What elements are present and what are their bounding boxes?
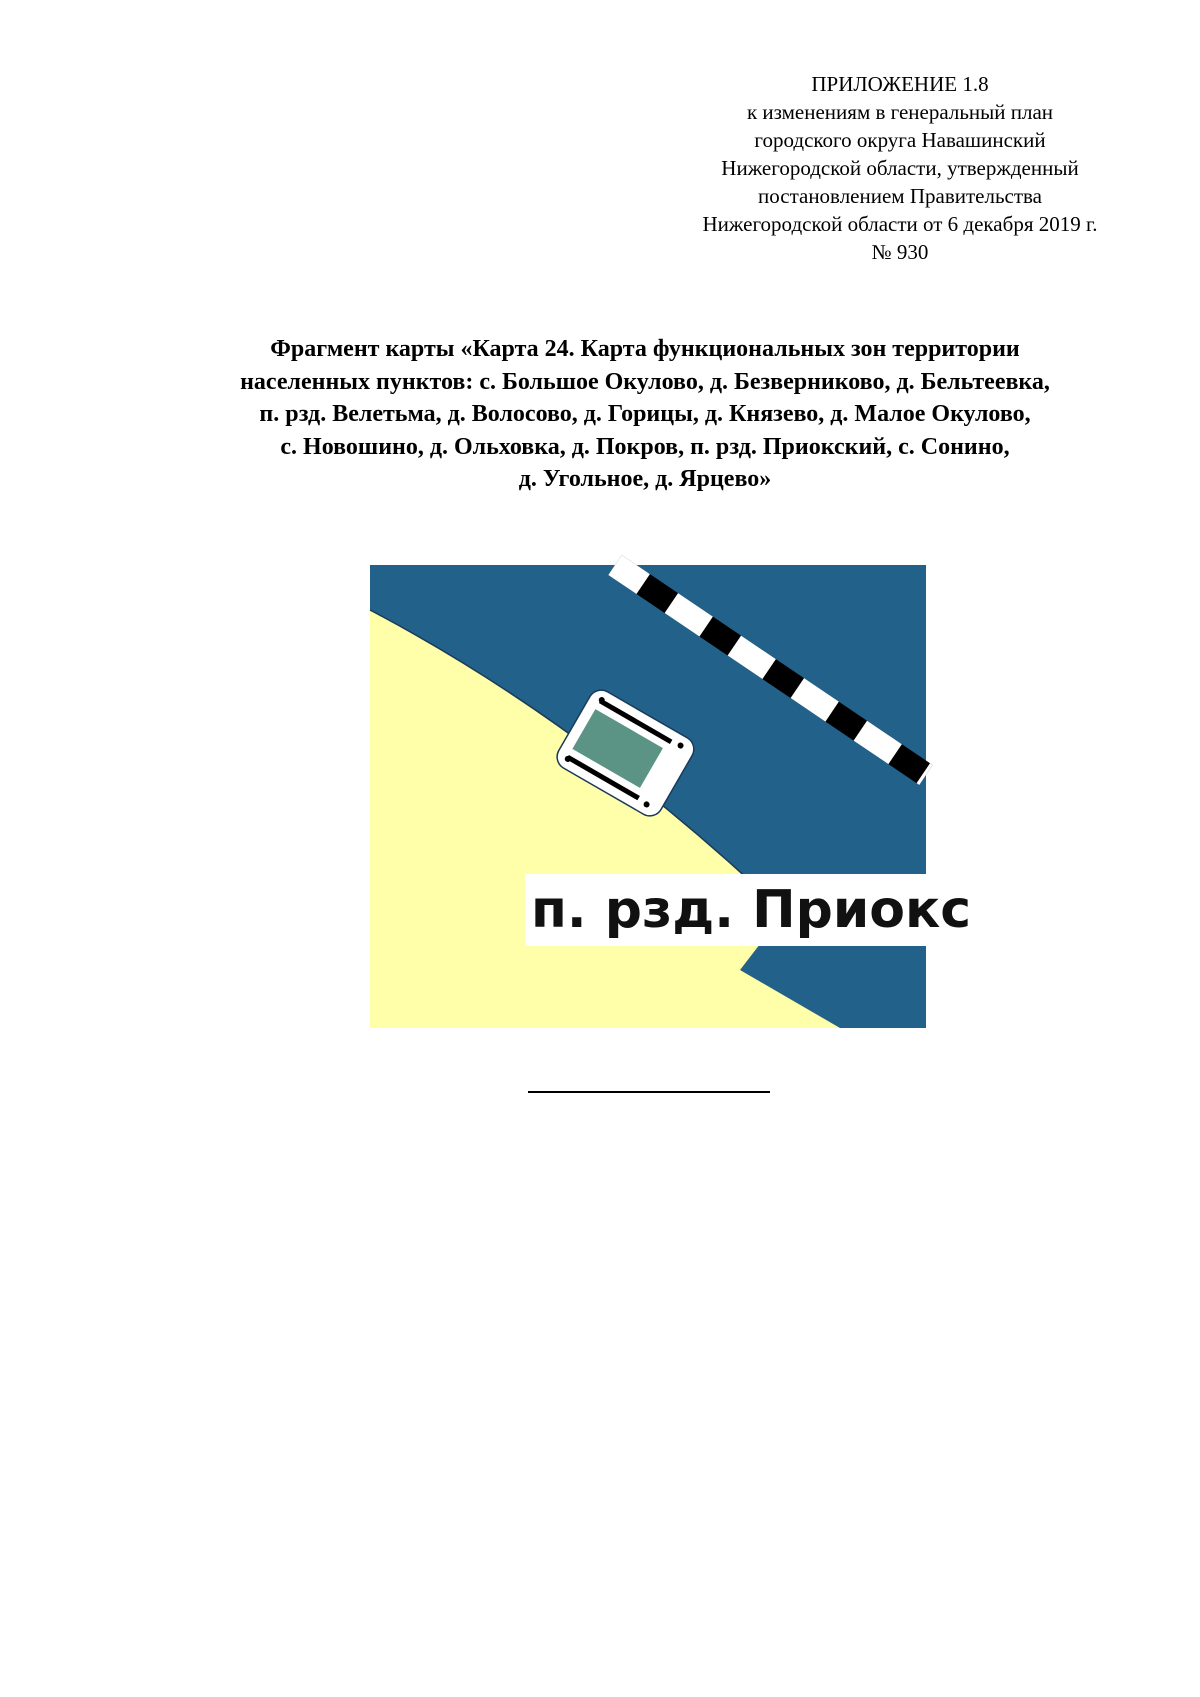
title-line: Фрагмент карты «Карта 24. Карта функциональных зон территории (270, 336, 1020, 362)
appendix-decree-number: № 930 (871, 240, 929, 264)
map-fragment (370, 565, 972, 1028)
appendix-header (655, 70, 1145, 266)
document-title (130, 333, 1160, 496)
end-divider (528, 1091, 770, 1093)
map-canvas (370, 565, 926, 1028)
title-line: п. рзд. Велетьма, д. Волосово, д. Горицы, д. Князево, д. Малое Окулово, (259, 401, 1031, 427)
appendix-line: к изменениям в генеральный план (746, 100, 1054, 124)
title-line: с. Новошино, д. Ольховка, д. Покров, п. рзд. Приокский, с. Сонино, (280, 433, 1010, 460)
title-line: д. Угольное, д. Ярцево» (518, 466, 772, 492)
appendix-number: ПРИЛОЖЕНИЕ 1.8 (811, 72, 989, 96)
title-line: населенных пунктов: с. Большое Окулово, д. Безверниково, д. Бельтеевка, (240, 368, 1050, 395)
appendix-line: Нижегородской области от 6 декабря 2019 г. (702, 212, 1098, 236)
appendix-line: Нижегородской области, утвержденный (721, 156, 1079, 180)
appendix-line: постановлением Правительства (757, 184, 1042, 208)
settlement-label: п. рзд. Приокс (525, 874, 951, 946)
appendix-line: городского округа Навашинский (754, 128, 1046, 152)
